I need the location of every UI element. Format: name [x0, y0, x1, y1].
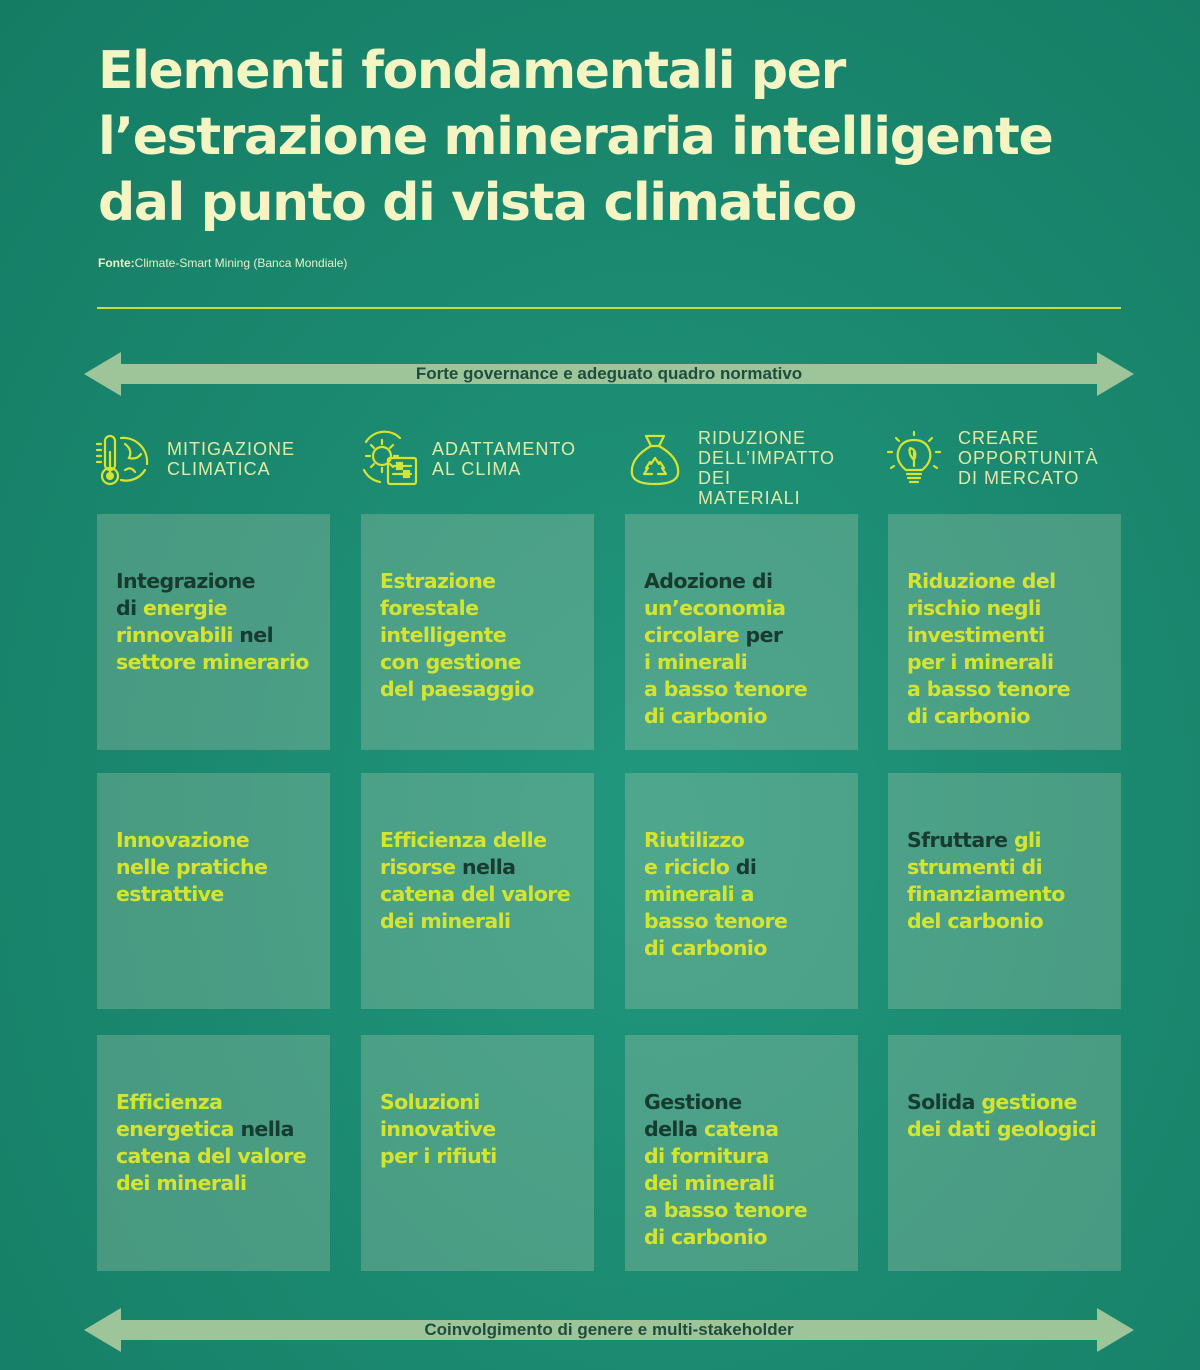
card [888, 514, 1121, 750]
card-line: strumenti di [907, 855, 1043, 879]
card [97, 1035, 330, 1271]
card-line: rischio negli [907, 596, 1041, 620]
card-line: rinnovabili nel [116, 623, 274, 647]
card-line: Efficienza [116, 1090, 223, 1114]
card-line: finanziamento [907, 882, 1065, 906]
column-header-label: CREARE OPPORTUNITÀ DI MERCATO [958, 428, 1099, 488]
card [625, 1035, 858, 1271]
card [888, 1035, 1121, 1271]
thermometer-globe-icon [95, 430, 153, 488]
card-line: Efficienza delle [380, 828, 547, 852]
card-line: a basso tenore [644, 1198, 808, 1222]
source-label: Fonte: [98, 256, 135, 270]
card-line: Integrazione [116, 569, 255, 593]
card-line: con gestione [380, 650, 521, 674]
card-line: settore minerario [116, 650, 309, 674]
source-text: Climate-Smart Mining (Banca Mondiale) [134, 256, 348, 270]
card-line: a basso tenore [644, 677, 808, 701]
gear-chart-icon [360, 430, 418, 488]
card-line: innovative [380, 1117, 496, 1141]
card-line: risorse nella [380, 855, 516, 879]
recycle-bag-icon [626, 430, 684, 488]
card-line: Soluzioni [380, 1090, 480, 1114]
card-line: un’economia [644, 596, 786, 620]
card-line: catena del valore [116, 1144, 307, 1168]
card-line: di energie [116, 596, 227, 620]
card-line: circolare per [644, 623, 783, 647]
card-line: investimenti [907, 623, 1045, 647]
card-line: del paesaggio [380, 677, 534, 701]
column-header-label: RIDUZIONE DELL’IMPATTO DEI MATERIALI [698, 428, 836, 508]
card-line: del carbonio [907, 909, 1044, 933]
card-line: della catena [644, 1117, 779, 1141]
card-line: Sfruttare gli [907, 828, 1041, 852]
title-line-2: l’estrazione mineraria intelligente [98, 107, 1053, 167]
card [97, 773, 330, 1009]
card-line: Riutilizzo [644, 828, 745, 852]
bottom-double-arrow [84, 1308, 1134, 1352]
card-line: di carbonio [644, 704, 767, 728]
card-line: i minerali [644, 650, 748, 674]
card [361, 773, 594, 1009]
card-line: nelle pratiche [116, 855, 268, 879]
card [625, 773, 858, 1009]
card-line: intelligente [380, 623, 507, 647]
card-line: Solida gestione [907, 1090, 1077, 1114]
top-arrow-label: Forte governance e adeguato quadro normativo [415, 364, 803, 383]
card-line: di carbonio [907, 704, 1030, 728]
card-line: e riciclo di [644, 855, 757, 879]
card-line: Riduzione del [907, 569, 1056, 593]
card-line: estrattive [116, 882, 224, 906]
title-line-1: Elementi fondamentali per [98, 41, 845, 101]
card-line: forestale [380, 596, 479, 620]
bottom-arrow-label: Coinvolgimento di genere e multi-stakeholder [424, 1320, 794, 1339]
card-line: basso tenore [644, 909, 788, 933]
card [625, 514, 858, 750]
card-line: per i rifiuti [380, 1144, 497, 1168]
card-line: minerali a [644, 882, 754, 906]
page-title [98, 38, 1098, 236]
card-line: catena del valore [380, 882, 571, 906]
top-double-arrow [84, 352, 1134, 396]
card [888, 773, 1121, 1009]
lightbulb-leaf-icon [886, 430, 944, 488]
divider [97, 307, 1121, 309]
card [361, 514, 594, 750]
card-line: per i minerali [907, 650, 1054, 674]
card [97, 514, 330, 750]
card-line: a basso tenore [907, 677, 1071, 701]
card-line: dei minerali [116, 1171, 247, 1195]
source-note [98, 256, 347, 270]
card-line: dei minerali [644, 1171, 775, 1195]
card-line: energetica nella [116, 1117, 294, 1141]
card-line: Adozione di [644, 569, 773, 593]
card-line: Innovazione [116, 828, 250, 852]
card-line: di carbonio [644, 1225, 767, 1249]
card-line: dei minerali [380, 909, 511, 933]
card-line: dei dati geologici [907, 1117, 1097, 1141]
card-line: Gestione [644, 1090, 742, 1114]
column-header-label: MITIGAZIONE CLIMATICA [167, 439, 295, 479]
card-line: Estrazione [380, 569, 496, 593]
column-header-label: ADATTAMENTO AL CLIMA [432, 439, 577, 479]
card-line: di fornitura [644, 1144, 769, 1168]
card [361, 1035, 594, 1271]
title-line-3: dal punto di vista climatico [98, 173, 856, 233]
card-line: di carbonio [644, 936, 767, 960]
